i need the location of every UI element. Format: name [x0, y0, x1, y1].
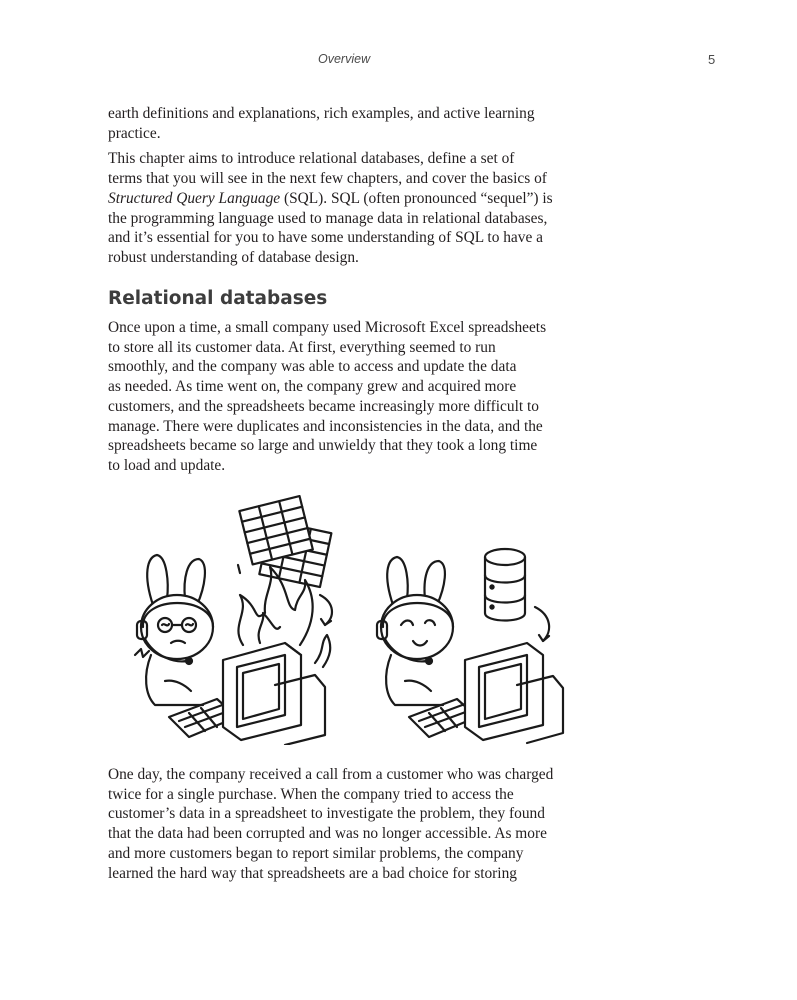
text-line: spreadsheets became so large and unwieldy that they took a long time: [108, 437, 538, 455]
page-number: 5: [708, 52, 716, 67]
text-line: practice.: [108, 124, 161, 142]
text-line: to store all its customer data. At first, everything seemed to run: [108, 338, 496, 356]
text-line: This chapter aims to introduce relational databases, define a set of: [108, 150, 515, 168]
text-line: to load and update.: [108, 456, 226, 474]
text-line: the programming language used to manage data in relational databases,: [108, 209, 548, 227]
text-line: earth definitions and explanations, rich examples, and active learning: [108, 105, 535, 122]
sql-term: Structured Query Language: [108, 189, 281, 207]
running-title: Overview: [318, 52, 371, 66]
running-head: [0, 52, 797, 70]
text-line: [108, 189, 583, 209]
text-line: as needed. As time went on, the company grew and acquired more: [108, 378, 517, 396]
text-line: and it’s essential for you to have some understanding of SQL to have a: [108, 229, 543, 247]
text-line: learned the hard way that spreadsheets are a bad choice for storing: [108, 864, 517, 882]
text-line: customers, and the spreadsheets became increasingly more difficult to: [108, 397, 539, 415]
intro-paragraph-1: [108, 104, 583, 143]
text-line: manage. There were duplicates and inconsistencies in the data, and the: [108, 417, 543, 435]
text-line: terms that you will see in the next few chapters, and cover the basics of: [108, 170, 547, 188]
intro-paragraph-2: [108, 149, 583, 267]
text-line: twice for a single purchase. When the company tried to access the: [108, 785, 514, 803]
section-paragraph-1: [108, 318, 583, 476]
intro-section: [108, 104, 583, 274]
section-paragraph-2: [108, 765, 583, 883]
section-heading: Relational databases: [108, 288, 328, 309]
illustration: [125, 495, 570, 745]
text-line: and more customers began to report similar problems, the company: [108, 844, 524, 862]
text-line: that the data had been corrupted and was no longer accessible. As more: [108, 825, 547, 843]
stressed-bunny-spreadsheet-icon: [135, 496, 332, 745]
text-fragment: (SQL). SQL (often pronounced “sequel”) is: [280, 189, 553, 207]
text-line: customer’s data in a spreadsheet to investigate the problem, they found: [108, 805, 545, 823]
happy-bunny-database-icon: [377, 549, 563, 743]
text-line: One day, the company received a call from a customer who was charged: [108, 766, 554, 783]
text-line: Once upon a time, a small company used Microsoft Excel spreadsheets: [108, 319, 547, 336]
text-line: smoothly, and the company was able to access and update the data: [108, 358, 517, 376]
text-line: robust understanding of database design.: [108, 248, 359, 266]
